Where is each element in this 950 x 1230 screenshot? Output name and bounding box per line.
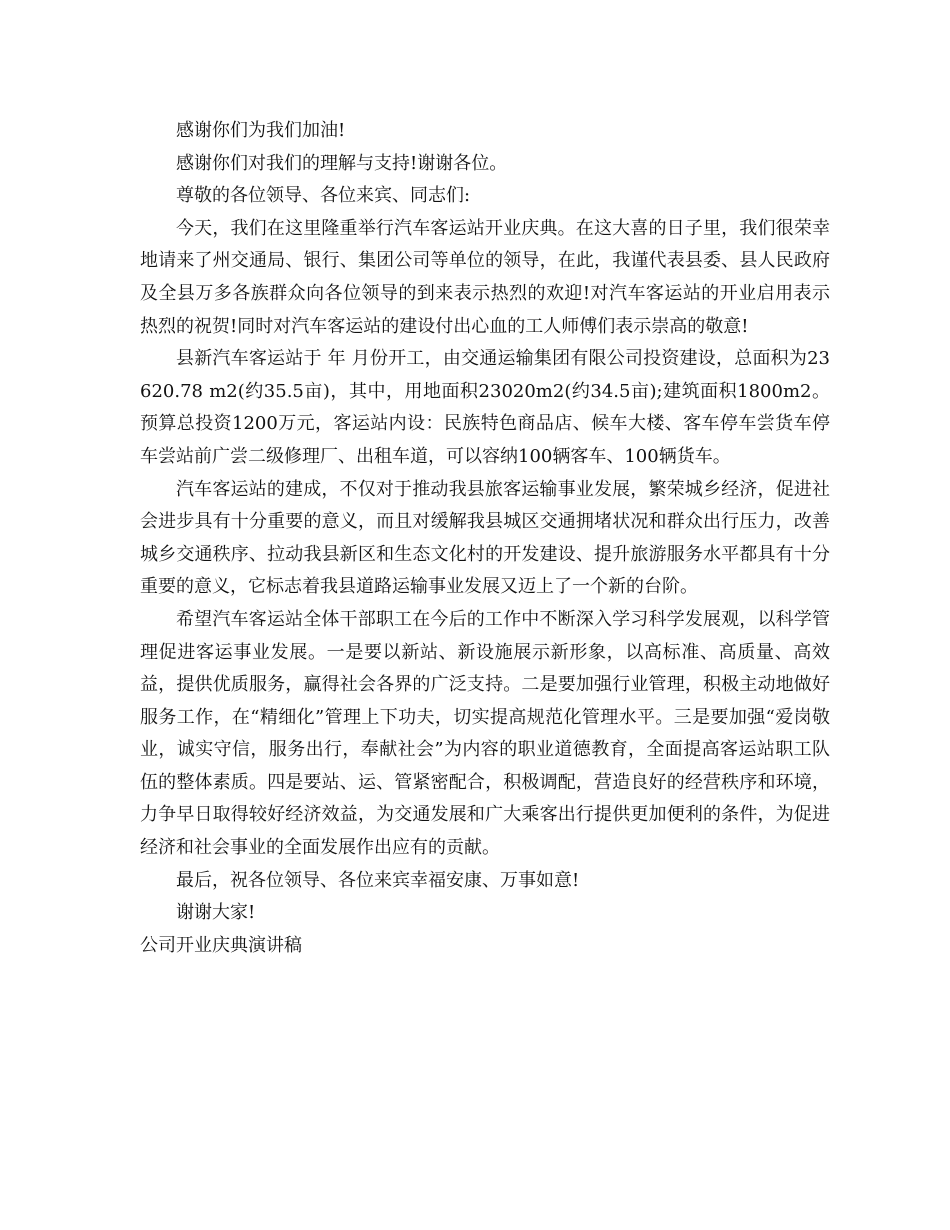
- next-section-title: 公司开业庆典演讲稿: [140, 934, 302, 956]
- paragraph-2: 感谢你们对我们的理解与支持!谢谢各位。: [176, 152, 508, 174]
- paragraph-closing-wishes: 最后，祝各位领导、各位来宾幸福安康、万事如意!: [176, 869, 580, 891]
- document-body: [140, 115, 830, 962]
- salutation: 尊敬的各位领导、各位来宾、同志们:: [176, 185, 471, 207]
- paragraph-expectations: 希望汽车客运站全体干部职工在今后的工作中不断深入学习科学发展观，以科学管理促进客运事业发展。一是要以新站、新设施展示新形象，以高标准、高质量、高效益，提供优质服务，赢得社会各界的广泛支持。二是要加强行业管理，积极主动地做好服务工作，在“精细化”管理上下功夫，切实提高规范化管理水平。三是要加强“爱岗敬业，诚实守信，服务出行，奉献社会”为内容的职业道德教育，全面提高客运站职工队伍的整体素质。四是要站、运、管紧密配合，积极调配，营造良好的经营秩序和环境，力争早日取得较好经济效益，为交通发展和广大乘客出行提供更加便利的条件，为促进经济和社会事业的全面发展作出应有的贡献。: [140, 608, 830, 859]
- paragraph-station-facts: 县新汽车客运站于 年 月份开工，由交通运输集团有限公司投资建设，总面积为23620.78 m2(约35.5亩)，其中，用地面积23020m2(约34.5亩);建筑面积1800m2。预算总投资1200万元，客运站内设：民族特色商品店、候车大楼、客车停车尝货车停车尝站前广尝二级修理厂、出租车道，可以容纳100辆客车、100辆货车。: [140, 348, 830, 467]
- paragraph-significance: 汽车客运站的建成，不仅对于推动我县旅客运输事业发展，繁荣城乡经济，促进社会进步具有十分重要的意义，而且对缓解我县城区交通拥堵状况和群众出行压力，改善城乡交通秩序、拉动我县新区和生态文化村的开发建设、提升旅游服务水平都具有十分重要的意义，它标志着我县道路运输事业发展又迈上了一个新的台阶。: [140, 478, 830, 598]
- paragraph-opening: 今天，我们在这里隆重举行汽车客运站开业庆典。在这大喜的日子里，我们很荣幸地请来了州交通局、银行、集团公司等单位的领导，在此，我谨代表县委、县人民政府及全县万多各族群众向各位领导的到来表示热烈的欢迎!对汽车客运站的开业启用表示热烈的祝贺!同时对汽车客运站的建设付出心血的工人师傅们表示崇高的敬意!: [140, 217, 830, 337]
- paragraph-thanks: 谢谢大家!: [176, 902, 256, 924]
- paragraph-1: 感谢你们为我们加油!: [176, 120, 346, 141]
